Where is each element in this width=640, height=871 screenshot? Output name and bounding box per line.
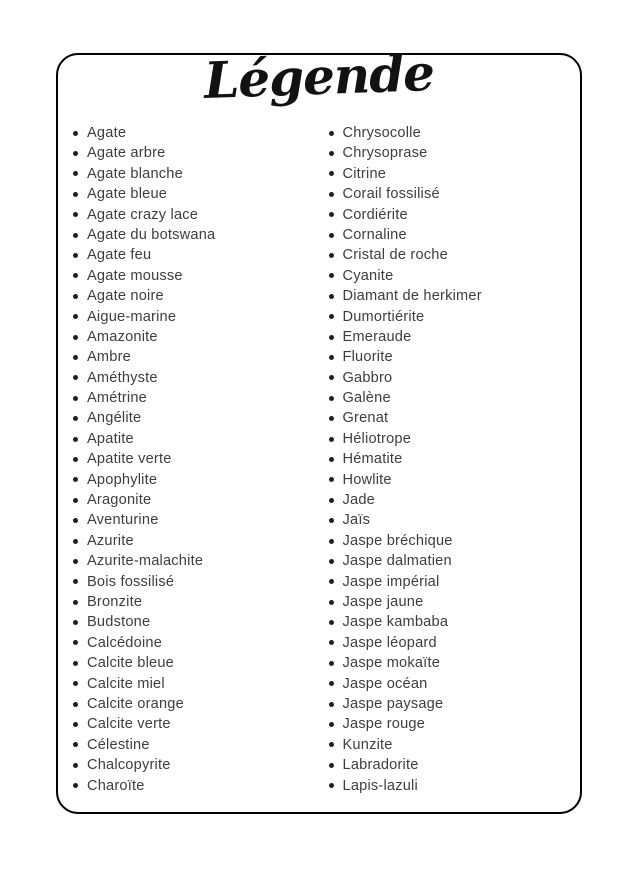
list-item: [325, 653, 581, 673]
list-item: [325, 286, 581, 306]
bullet-icon: [73, 273, 78, 278]
list-item: [325, 714, 581, 734]
bullet-icon: [329, 722, 334, 727]
list-item: [69, 184, 325, 204]
bullet-icon: [329, 396, 334, 401]
list-item: [69, 755, 325, 775]
stone-name: Améthyste: [87, 369, 158, 386]
list-item: [69, 653, 325, 673]
bullet-icon: [73, 314, 78, 319]
bullet-icon: [73, 579, 78, 584]
stone-name: Charoïte: [87, 777, 145, 794]
list-item: [69, 551, 325, 571]
list-item: [325, 184, 581, 204]
stone-name: Bronzite: [87, 593, 143, 610]
stone-name: Dumortiérite: [342, 308, 425, 325]
stone-name: Corail fossilisé: [342, 186, 440, 203]
stone-name: Citrine: [342, 165, 387, 182]
list-item: [325, 266, 581, 286]
bullet-icon: [329, 151, 334, 156]
bullet-icon: [73, 539, 78, 544]
list-item: [69, 776, 325, 796]
stone-name: Hématite: [342, 451, 403, 468]
list-item: [325, 327, 581, 347]
list-item: [69, 205, 325, 225]
stone-name: Chalcopyrite: [87, 757, 171, 774]
bullet-icon: [329, 192, 334, 197]
bullet-icon: [329, 457, 334, 462]
stone-name: Bois fossilisé: [87, 573, 175, 590]
list-item: [69, 408, 325, 428]
bullet-icon: [73, 457, 78, 462]
bullet-icon: [73, 171, 78, 176]
list-item: [69, 286, 325, 306]
list-item: [69, 490, 325, 510]
stone-name: Calcite orange: [87, 695, 184, 712]
list-item: [69, 612, 325, 632]
bullet-icon: [73, 620, 78, 625]
bullet-icon: [329, 171, 334, 176]
bullet-icon: [329, 355, 334, 360]
bullet-icon: [329, 273, 334, 278]
stone-name: Jaspe kambaba: [342, 614, 449, 631]
bullet-icon: [73, 763, 78, 768]
legend-columns: [69, 123, 580, 796]
bullet-icon: [329, 212, 334, 217]
stone-name: Jaspe impérial: [342, 573, 440, 590]
list-item: [325, 408, 581, 428]
bullet-icon: [73, 233, 78, 238]
stone-name: Azurite: [87, 532, 134, 549]
list-item: [325, 449, 581, 469]
stone-name: Agate: [87, 125, 127, 141]
stone-name: Calcite miel: [87, 675, 165, 692]
list-item: [325, 225, 581, 245]
stone-name: Agate blanche: [87, 165, 183, 182]
stone-name: Agate feu: [87, 247, 152, 264]
list-item: [69, 633, 325, 653]
list-item: [325, 307, 581, 327]
bullet-icon: [73, 518, 78, 523]
list-item: [325, 755, 581, 775]
stone-name: Cyanite: [342, 267, 394, 284]
stone-name: Héliotrope: [342, 430, 412, 447]
stone-name: Howlite: [342, 471, 392, 488]
list-item: [325, 633, 581, 653]
bullet-icon: [329, 559, 334, 564]
stone-name: Labradorite: [342, 757, 419, 774]
stone-name: Jaspe dalmatien: [342, 553, 452, 570]
list-item: [69, 123, 325, 143]
bullet-icon: [73, 375, 78, 380]
legend-card: [56, 43, 582, 814]
list-item: [69, 143, 325, 163]
stone-name: Jade: [342, 492, 375, 509]
stone-name: Chrysocolle: [342, 125, 421, 141]
list-item: [69, 368, 325, 388]
legend-column-left: [69, 123, 325, 796]
bullet-icon: [73, 212, 78, 217]
list-item: [69, 449, 325, 469]
stone-name: Calcite verte: [87, 716, 171, 733]
stone-name: Agate bleue: [87, 186, 168, 203]
list-item: [325, 510, 581, 530]
list-item: [325, 388, 581, 408]
stone-name: Budstone: [87, 614, 151, 631]
list-item: [325, 429, 581, 449]
stone-name: Apatite verte: [87, 451, 172, 468]
stone-name: Amétrine: [87, 390, 147, 407]
bullet-icon: [73, 498, 78, 503]
stone-name: Aigue-marine: [87, 308, 177, 325]
bullet-icon: [73, 192, 78, 197]
bullet-icon: [329, 681, 334, 686]
list-item: [69, 429, 325, 449]
list-item: [69, 592, 325, 612]
list-item: [325, 674, 581, 694]
list-item: [325, 123, 581, 143]
list-item: [69, 307, 325, 327]
bullet-icon: [329, 416, 334, 421]
bullet-icon: [329, 477, 334, 482]
bullet-icon: [329, 600, 334, 605]
bullet-icon: [73, 661, 78, 666]
list-item: [69, 245, 325, 265]
bullet-icon: [329, 498, 334, 503]
bullet-icon: [329, 131, 334, 136]
list-item: [325, 694, 581, 714]
bullet-icon: [329, 783, 334, 788]
bullet-icon: [329, 437, 334, 442]
stone-name: Jaspe océan: [342, 675, 428, 692]
bullet-icon: [73, 783, 78, 788]
stone-name: Diamant de herkimer: [342, 288, 482, 305]
stone-name: Amazonite: [87, 328, 158, 345]
bullet-icon: [73, 477, 78, 482]
list-item: [325, 245, 581, 265]
list-item: [69, 266, 325, 286]
legend-column-right: [325, 123, 581, 796]
stone-name: Angélite: [87, 410, 142, 427]
stone-name: Agate noire: [87, 288, 164, 305]
list-item: [69, 347, 325, 367]
stone-name: Galène: [342, 390, 391, 407]
bullet-icon: [329, 702, 334, 707]
list-item: [69, 714, 325, 734]
stone-name: Aragonite: [87, 492, 152, 509]
bullet-icon: [73, 355, 78, 360]
bullet-icon: [329, 518, 334, 523]
page-title: Légende: [203, 43, 435, 110]
list-item: [69, 674, 325, 694]
list-item: [325, 612, 581, 632]
list-item: [325, 368, 581, 388]
list-item: [69, 694, 325, 714]
stone-name: Agate du botswana: [87, 226, 216, 243]
stone-name: Calcédoine: [87, 634, 163, 651]
bullet-icon: [329, 539, 334, 544]
stone-name: Jaspe rouge: [342, 716, 426, 733]
bullet-icon: [73, 416, 78, 421]
stone-name: Jaspe bréchique: [342, 532, 453, 549]
list-item: [69, 327, 325, 347]
list-item: [325, 776, 581, 796]
bullet-icon: [73, 681, 78, 686]
list-item: [69, 470, 325, 490]
bullet-icon: [329, 253, 334, 258]
stone-name: Célestine: [87, 736, 150, 753]
bullet-icon: [73, 437, 78, 442]
bullet-icon: [73, 640, 78, 645]
list-item: [325, 347, 581, 367]
list-item: [325, 205, 581, 225]
list-item: [325, 735, 581, 755]
stone-name: Apophylite: [87, 471, 158, 488]
bullet-icon: [329, 579, 334, 584]
stone-name: Fluorite: [342, 349, 393, 366]
list-item: [69, 510, 325, 530]
stone-name: Chrysoprase: [342, 145, 428, 162]
list-item: [325, 551, 581, 571]
list-item: [325, 592, 581, 612]
stone-name: Cristal de roche: [342, 247, 448, 264]
stone-name: Apatite: [87, 430, 134, 447]
bullet-icon: [73, 396, 78, 401]
bullet-icon: [73, 559, 78, 564]
stone-name: Agate arbre: [87, 145, 166, 162]
list-item: [325, 164, 581, 184]
bullet-icon: [73, 742, 78, 747]
stone-name: Gabbro: [342, 369, 393, 386]
list-item: [325, 470, 581, 490]
list-item: [69, 225, 325, 245]
stone-name: Jaïs: [342, 512, 371, 529]
stone-name: Ambre: [87, 349, 131, 366]
stone-name: Kunzite: [342, 736, 393, 753]
bullet-icon: [329, 763, 334, 768]
bullet-icon: [329, 661, 334, 666]
stone-name: Aventurine: [87, 512, 159, 529]
bullet-icon: [329, 742, 334, 747]
bullet-icon: [73, 294, 78, 299]
stone-name: Agate crazy lace: [87, 206, 199, 223]
bullet-icon: [329, 375, 334, 380]
stone-name: Jaspe léopard: [342, 634, 437, 651]
bullet-icon: [73, 600, 78, 605]
bullet-icon: [329, 314, 334, 319]
list-item: [69, 388, 325, 408]
bullet-icon: [73, 722, 78, 727]
stone-name: Jaspe paysage: [342, 695, 444, 712]
bullet-icon: [329, 335, 334, 340]
list-item: [69, 164, 325, 184]
bullet-icon: [329, 640, 334, 645]
stone-name: Grenat: [342, 410, 389, 427]
stone-name: Jaspe mokaïte: [342, 655, 441, 672]
stone-name: Cornaline: [342, 226, 407, 243]
list-item: [325, 531, 581, 551]
bullet-icon: [73, 253, 78, 258]
bullet-icon: [329, 620, 334, 625]
stone-name: Calcite bleue: [87, 655, 174, 672]
stone-name: Cordiérite: [342, 206, 408, 223]
list-item: [325, 490, 581, 510]
bullet-icon: [73, 131, 78, 136]
stone-name: Lapis-lazuli: [342, 777, 418, 794]
list-item: [325, 143, 581, 163]
stone-name: Emeraude: [342, 328, 412, 345]
bullet-icon: [329, 233, 334, 238]
stone-name: Jaspe jaune: [342, 593, 424, 610]
stone-name: Azurite-malachite: [87, 553, 204, 570]
bullet-icon: [329, 294, 334, 299]
list-item: [69, 572, 325, 592]
bullet-icon: [73, 335, 78, 340]
list-item: [69, 531, 325, 551]
stone-name: Agate mousse: [87, 267, 183, 284]
bullet-icon: [73, 151, 78, 156]
bullet-icon: [73, 702, 78, 707]
list-item: [325, 572, 581, 592]
list-item: [69, 735, 325, 755]
